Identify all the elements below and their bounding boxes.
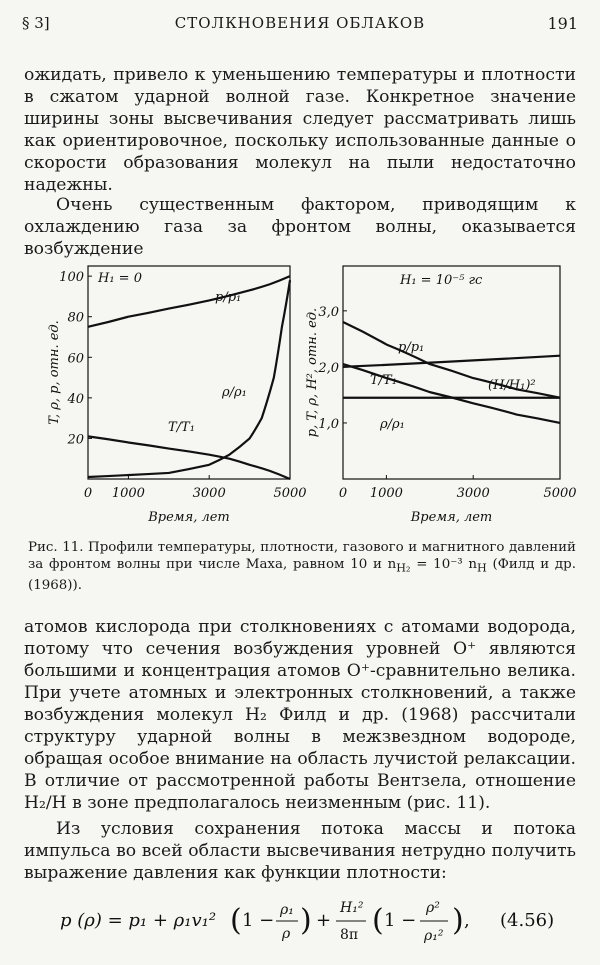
y-tick-label: 2,0 bbox=[318, 360, 339, 376]
y-tick-label: 40 bbox=[67, 391, 84, 407]
caption-line3: (Филд и др. (1968)). bbox=[28, 557, 576, 593]
x-tick-label: 0 bbox=[83, 486, 93, 501]
figure-11 bbox=[0, 256, 600, 536]
x-tick-label: 3000 bbox=[456, 486, 490, 501]
series-label: (H/H₁)² bbox=[488, 378, 536, 393]
caption-sub2: H bbox=[477, 561, 487, 575]
y-tick-label: 80 bbox=[67, 310, 84, 326]
page-header bbox=[22, 14, 578, 38]
chart-right bbox=[305, 266, 577, 525]
formula-one: 1 − bbox=[242, 910, 275, 931]
formula-rho1-2: ρ₁² bbox=[424, 928, 444, 944]
x-tick-label: 1000 bbox=[111, 486, 145, 501]
formula-plus: + bbox=[316, 910, 332, 931]
series-label: ρ/ρ₁ bbox=[380, 417, 405, 432]
plot-frame bbox=[88, 266, 290, 479]
figure-caption bbox=[28, 539, 576, 594]
y-tick-label: 1,0 bbox=[318, 416, 339, 432]
caption-line1: Рис. 11. Профили температуры, плотности, газового и магнитного давлений за фронтом волны при числе Маха, равном 10 и n bbox=[28, 540, 576, 572]
equation-4-56 bbox=[30, 892, 578, 952]
series-label: T/T₁ bbox=[168, 420, 195, 435]
x-tick-label: 3000 bbox=[192, 486, 226, 501]
x-tick-label: 5000 bbox=[543, 486, 577, 501]
formula-paren-close: ) bbox=[300, 903, 312, 938]
series-label: ρ/ρ₁ bbox=[222, 385, 247, 400]
y-tick-label: 3,0 bbox=[318, 304, 339, 320]
formula-comma: , bbox=[464, 910, 470, 931]
series-label: T/T₁ bbox=[370, 373, 397, 388]
formula-frac-num: ρ₁ bbox=[280, 902, 294, 918]
paragraph-4: Из условия сохранения потока массы и потока импульса во всей области высвечивания нетрудно получить выражение давления как функции плотности: bbox=[24, 819, 576, 883]
formula-h2: H₁² bbox=[340, 900, 364, 916]
series-line-3 bbox=[88, 436, 290, 479]
formula-paren2-close: ) bbox=[452, 903, 464, 938]
formula-one2: 1 − bbox=[384, 910, 417, 931]
paragraph-2: Очень существенным фактором, приводящим к охлаждению газа за фронтом волны, оказывается возбуждение bbox=[24, 195, 576, 259]
x-axis-label: Время, лет bbox=[410, 510, 493, 525]
y-tick-label: 60 bbox=[67, 351, 84, 367]
formula-paren: ( bbox=[230, 903, 242, 938]
series-label: p/p₁ bbox=[398, 340, 425, 355]
field-annotation: H₁ = 0 bbox=[98, 271, 142, 286]
paragraph-3: атомов кислорода при столкновениях с атомами водорода, потому что сечения возбуждения уровней O⁺ являются большими и концентрация атомов O⁺-сравнительно велика. При учете атомных и электронных столкновений, а также возбуждения молекул H₂ Филд и др. (1968) рассчитали структуру ударной волны в межзвездном водороде, обращая особое внимание на область лучистой релаксации. В отличие от рассмотренной работы Вентзела, отношение H₂/H в зоне предполагалось неизменным (рис. 11). bbox=[24, 617, 576, 813]
y-axis-label: p, T, ρ, H², отн. ед. bbox=[305, 307, 320, 438]
section-number: § 3] bbox=[22, 14, 50, 32]
y-tick-label: 20 bbox=[67, 432, 84, 448]
field-annotation: H₁ = 10⁻⁵ гс bbox=[400, 273, 483, 288]
formula-8pi: 8π bbox=[340, 927, 359, 943]
formula-paren2: ( bbox=[372, 903, 384, 938]
x-axis-label: Время, лет bbox=[148, 510, 230, 525]
formula-lhs: p (ρ) = p₁ + ρ₁v₁² bbox=[60, 910, 217, 931]
caption-sub: H₂ bbox=[396, 561, 411, 575]
x-tick-label: 1000 bbox=[369, 486, 403, 501]
y-axis-label: T, ρ, p, отн. ед. bbox=[47, 320, 62, 425]
series-label: p/p₁ bbox=[215, 290, 242, 305]
caption-line2: = 10⁻³ n bbox=[410, 557, 478, 572]
equation-number: (4.56) bbox=[500, 910, 555, 931]
formula-rho2: ρ² bbox=[426, 900, 440, 916]
series-line-2 bbox=[343, 356, 560, 367]
paragraph-1: ожидать, привело к уменьшению температуры и плотности в сжатом ударной волной газе. Конкретное значение ширины зоны высвечивания следует рассматривать лишь как ориентировочное, поскольку использованные данные о скорости образования молекул на пыли недостаточно надежны. bbox=[24, 65, 576, 195]
series-line-2 bbox=[88, 280, 290, 477]
chart-left bbox=[47, 266, 307, 525]
x-tick-label: 5000 bbox=[273, 486, 307, 501]
page-number: 191 bbox=[547, 14, 578, 33]
running-title: СТОЛКНОВЕНИЯ ОБЛАКОВ bbox=[174, 14, 426, 32]
formula-frac-den: ρ bbox=[282, 926, 291, 942]
y-tick-label: 100 bbox=[59, 270, 84, 286]
x-tick-label: 0 bbox=[338, 486, 348, 501]
